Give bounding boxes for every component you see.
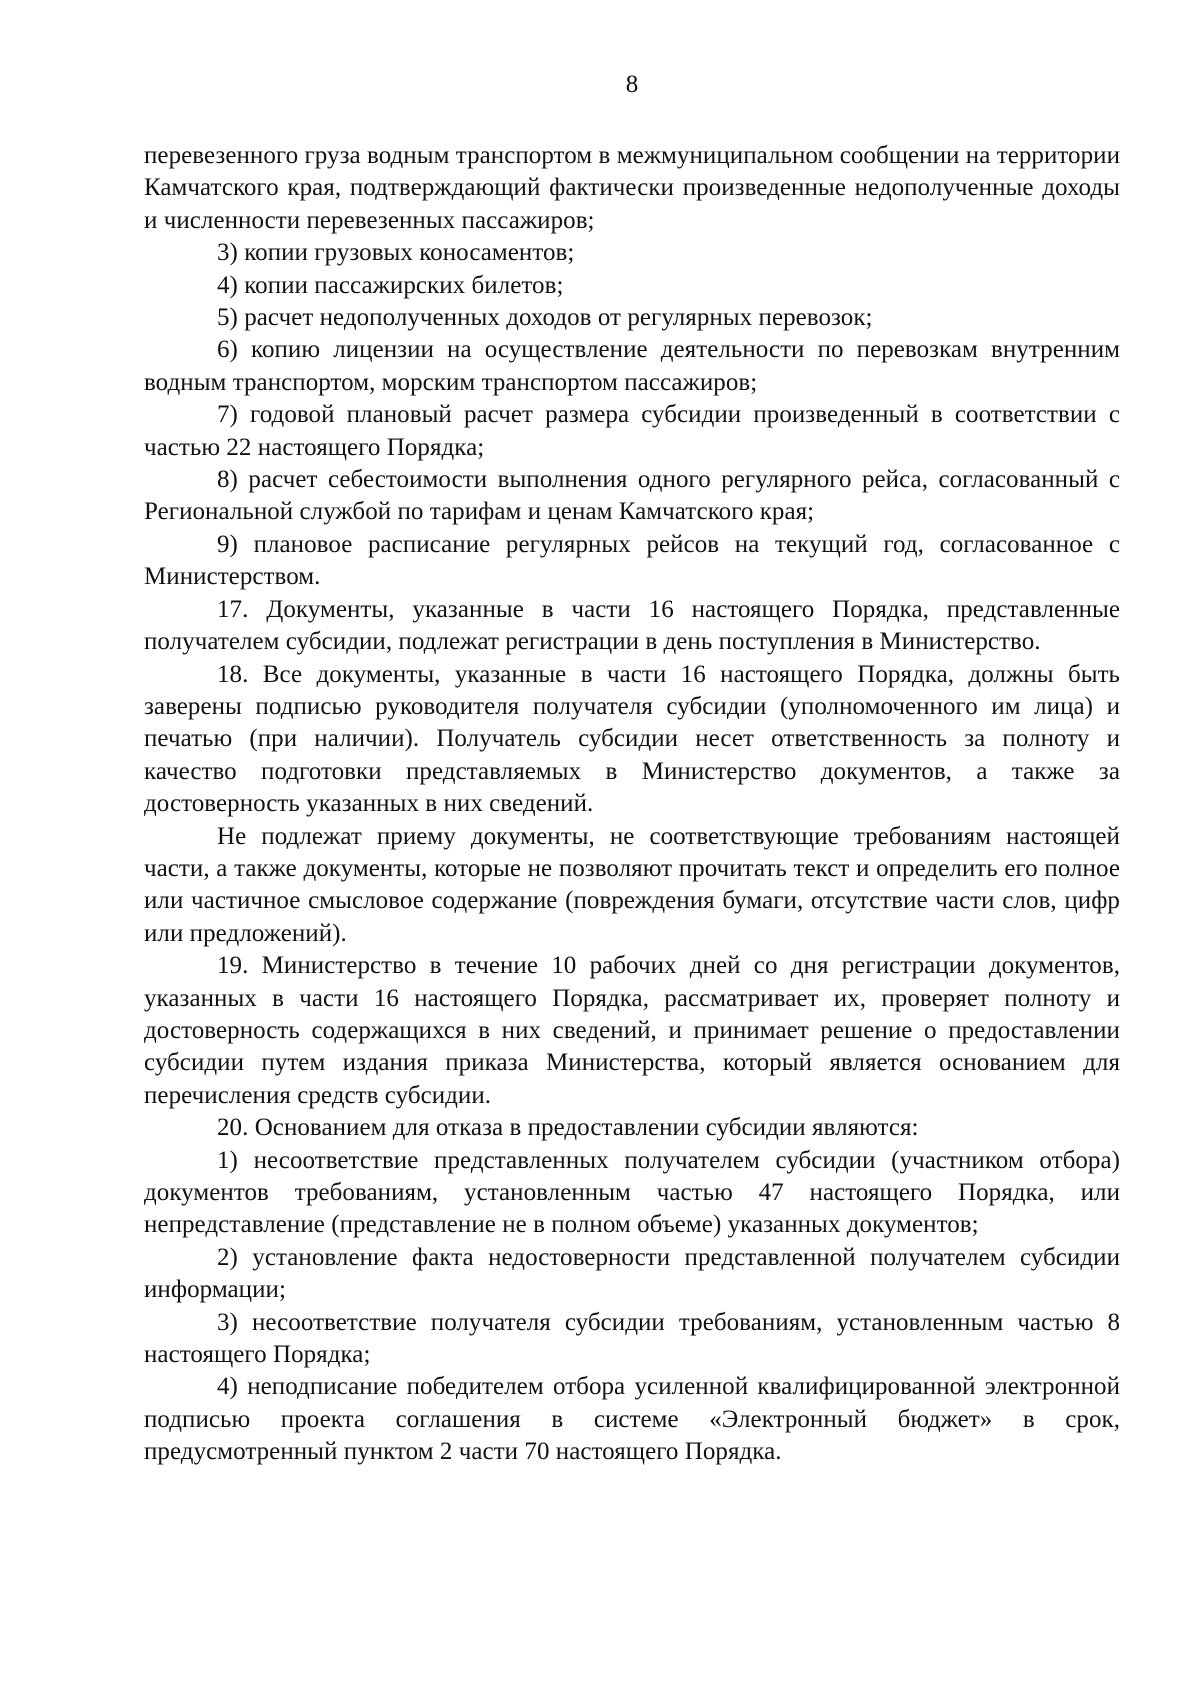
refusal-reason-2: 2) установление факта недостоверности представленной получателем субсидии информации; [144,1243,1120,1304]
list-item-7: 7) годовой плановый расчет размера субсидии произведенный в соответствии с частью 22 настоящего Порядка; [144,401,1120,461]
section-19: 19. Министерство в течение 10 рабочих дней со дня регистрации документов, указанных в части 16 настоящего Порядка, рассматривает их, проверяет полноту и достоверность содержащихся в них сведений, и принимает решение о предоставлении субсидии путем издания приказа Министерства, который является основанием для перечисления средств субсидии. [144,952,1120,1109]
list-item-9: 9) плановое расписание регулярных рейсов на текущий год, согласованное с Министерством. [144,530,1120,591]
section-20: 20. Основанием для отказа в предоставлении субсидии являются: [217,1114,919,1142]
document-body [144,140,1120,1469]
section-18-rejection-paragraph: Не подлежат приему документы, не соответствующие требованиям настоящей части, а также документы, которые не позволяют прочитать текст и определить его полное или частичное смысловое содержание (повреждения бумаги, отсутствие части слов, цифр или предложений). [144,822,1120,947]
refusal-reason-1: 1) несоответствие представленных получателем субсидии (участником отбора) документов требованиям, установленным частью 47 настоящего Порядка, или непредставление (представление не в полном объеме) указанных документов; [144,1146,1120,1239]
list-item-5: 5) расчет недополученных доходов от регулярных перевозок; [217,304,873,332]
paragraph-continuation: перевезенного груза водным транспортом в межмуниципальном сообщении на территории Камчатского края, подтверждающий фактически произведенные недополученные доходы и численности перевезенных пассажиров; [144,142,1120,234]
refusal-reason-4: 4) неподписание победителем отбора усиленной квалифицированной электронной подписью проекта соглашения в системе «Электронный бюджет» в срок, предусмотренный пунктом 2 части 70 настоящего Порядка. [144,1373,1120,1466]
section-17: 17. Документы, указанные в части 16 настоящего Порядка, представленные получателем субсидии, подлежат регистрации в день поступления в Министерство. [144,595,1120,656]
list-item-8: 8) расчет себестоимости выполнения одного регулярного рейса, согласованный с Региональной службой по тарифам и ценам Камчатского края; [144,466,1120,526]
list-item-6: 6) копию лицензии на осуществление деятельности по перевозкам внутренним водным транспортом, морским транспортом пассажиров; [144,336,1120,396]
page-number: 8 [625,71,639,98]
section-18: 18. Все документы, указанные в части 16 настоящего Порядка, должны быть заверены подписью руководителя получателя субсидии (уполномоченного им лица) и печатью (при наличии). Получатель субсидии несет ответственность за полноту и качество подготовки представляемых в Министерство документов, а также за достоверность указанных в них сведений. [144,660,1120,818]
list-item-4: 4) копии пассажирских билетов; [217,271,564,299]
list-item-3: 3) копии грузовых коносаментов; [217,239,575,267]
refusal-reason-3: 3) несоответствие получателя субсидии требованиям, установленным частью 8 настоящего Порядка; [144,1308,1120,1369]
